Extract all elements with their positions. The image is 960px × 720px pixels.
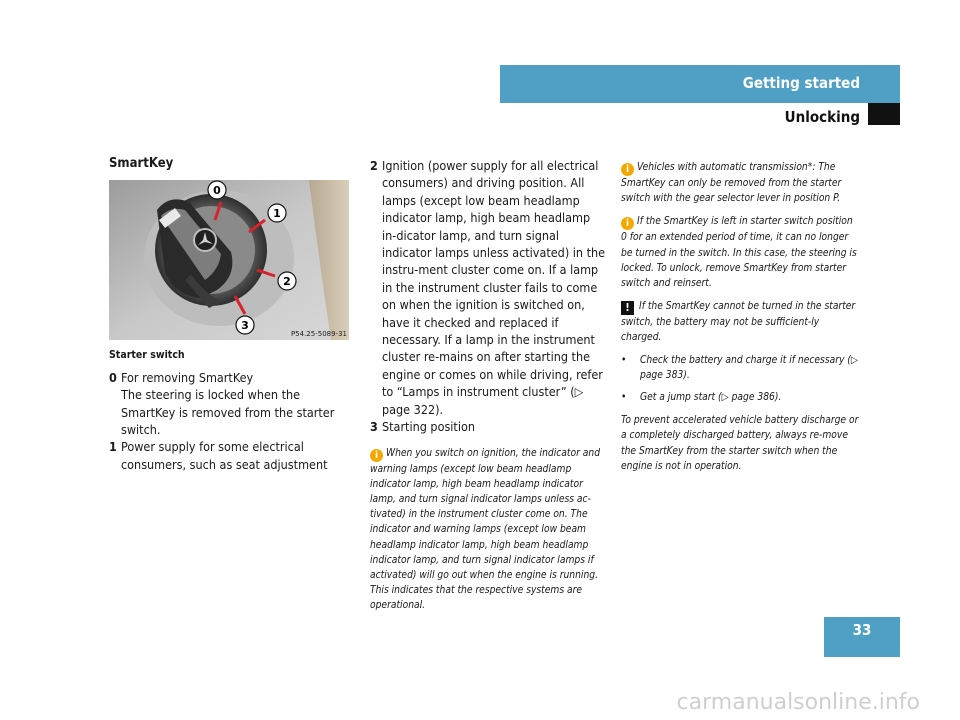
info-note — [621, 160, 861, 206]
list-item — [109, 438, 349, 473]
starter-switch-figure — [109, 180, 349, 340]
section-title: Getting started — [742, 74, 860, 92]
callout-1: 1 — [273, 207, 281, 221]
bullet-item — [621, 390, 861, 405]
callout-2: 2 — [283, 275, 291, 289]
warning-note — [621, 299, 861, 345]
callout-0: 0 — [213, 184, 221, 198]
bullet-icon: • — [621, 392, 627, 404]
note-text: If the SmartKey is left in starter switch position 0 for an extended period of time, it can no longer be turned in the switch. In this case, the steering is locked. To unlock, remove SmartKey from starter switch and reinsert. — [621, 216, 857, 290]
header-marker — [868, 103, 900, 125]
watermark: carmanualsonline.info — [676, 690, 920, 715]
closing-text: To prevent accelerated vehicle battery discharge or a completely discharged battery, always re-move the SmartKey from the starter switch when the engine is not in operation. — [621, 415, 859, 472]
subsection-title: Unlocking — [784, 108, 860, 126]
warning-icon: ! — [621, 301, 634, 315]
figure-caption: Starter switch — [109, 349, 185, 362]
page-number: 33 — [852, 621, 872, 639]
note-text: Vehicles with automatic transmission*: The SmartKey can only be removed from the starter switch with the gear selector lever in position P. — [621, 162, 842, 205]
item-text: The steering is locked when the SmartKey is removed from the starter switch. — [121, 387, 335, 438]
item-number: 2 — [370, 158, 378, 173]
info-icon: i — [621, 217, 634, 230]
note-text: When you switch on ignition, the indicator and warning lamps (except low beam headlamp indicator lamp, high beam headlamp indicator lamp, and turn signal indicator lamps unless ac-tivated) in the instrument cluster come on. The indicator and warning lamps (except low beam headlamp indicator lamp, high beam headlamp indicator lamp, and turn signal indicator lamps if activated) will go out when the engine is running. This indicates that the respective systems are operational. — [370, 447, 601, 612]
item-text: Ignition (power supply for all electrical consumers) and driving position. All lamps (except low beam headlamp indicator lamp, high beam headlamp in-dicator lamp, and turn signal indicator lamps unless activated) in the instru-ment cluster come on. If a lamp in the instrument cluster fails to come on when the ignition is switched on, have it checked and replaced if necessary. If a lamp in the instrument cluster re-mains on after starting the engine or comes on while driving, refer to “Lamps in instrument cluster” (▷ page 322). — [382, 158, 606, 417]
list-item — [370, 157, 606, 418]
starter-switch-illustration — [109, 180, 349, 340]
bullet-text: Check the battery and charge it if necessary (▷ page 383). — [640, 354, 858, 381]
bullet-icon: • — [621, 354, 627, 366]
bullet-text: Get a jump start (▷ page 386). — [640, 392, 782, 404]
info-icon: i — [370, 449, 383, 462]
info-note — [621, 214, 861, 291]
warning-text: If the SmartKey cannot be turned in the starter switch, the battery may not be sufficient-ly charged. — [621, 301, 856, 344]
list-item — [370, 418, 606, 435]
item-title: For removing SmartKey — [121, 369, 254, 385]
item-number: 0 — [109, 369, 117, 385]
item-number: 1 — [109, 439, 117, 455]
list-item — [109, 369, 349, 439]
column-2 — [370, 157, 606, 614]
figure-code: P54.25-5089-31 — [290, 330, 347, 339]
item-number: 3 — [370, 419, 378, 435]
column-3 — [621, 160, 861, 474]
item-text: Power supply for some electrical consumers, such as seat adjustment — [121, 439, 328, 472]
callout-3: 3 — [241, 319, 249, 333]
column-1 — [109, 155, 349, 473]
info-note — [370, 446, 606, 614]
item-text: Starting position — [382, 419, 475, 435]
bullet-item — [621, 353, 861, 383]
info-icon: i — [621, 163, 634, 176]
heading-smartkey: SmartKey — [109, 156, 174, 171]
